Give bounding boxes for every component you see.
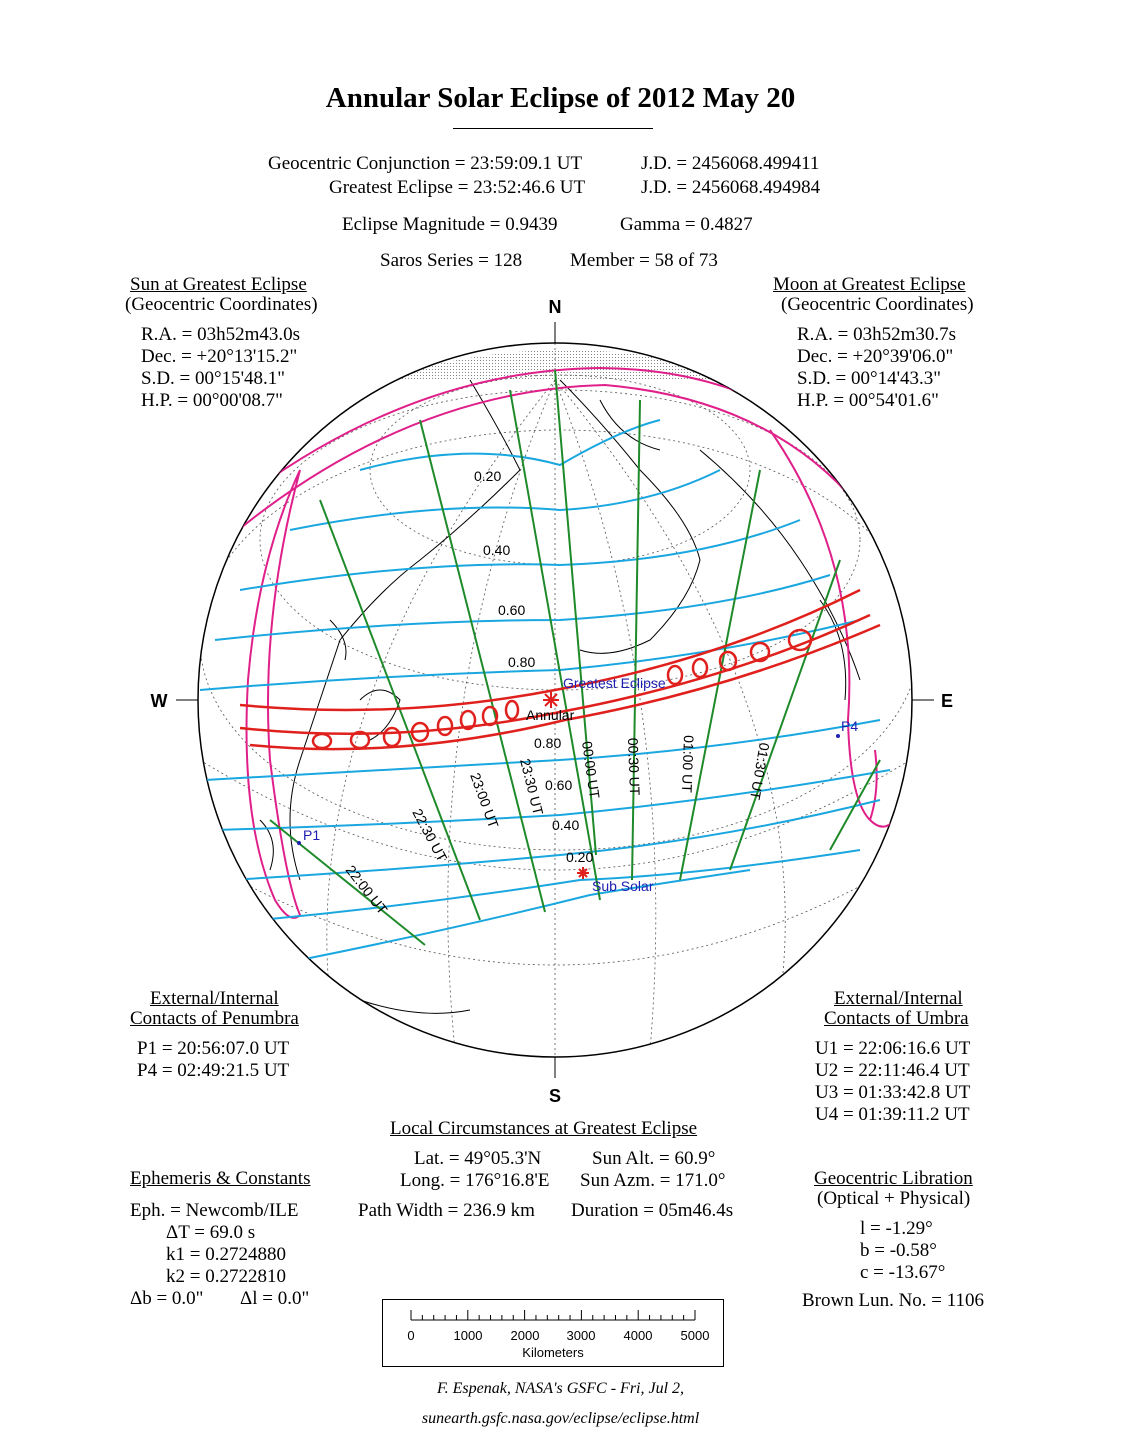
magnitude-curves: [200, 420, 890, 960]
penumbra-title-2: Contacts of Penumbra: [130, 1008, 299, 1029]
moon-block-title: Moon at Greatest Eclipse: [773, 274, 966, 295]
sub-solar-marker: [577, 867, 589, 879]
north-magnitude-labels: [474, 468, 535, 670]
p1-point: [297, 841, 301, 845]
conjunction-label: Geocentric Conjunction = 23:59:09.1 UT: [268, 153, 583, 174]
scale-tick-3000: 3000: [566, 1328, 596, 1343]
compass-east: E: [940, 691, 954, 711]
page-title: Annular Solar Eclipse of 2012 May 20: [325, 82, 796, 114]
penumbra-contacts: [137, 1038, 289, 1082]
p4-point: [836, 734, 840, 738]
sun-block-title: Sun at Greatest Eclipse: [130, 274, 307, 295]
umbra-title-1: External/Internal: [834, 988, 963, 1009]
local-title: Local Circumstances at Greatest Eclipse: [390, 1118, 698, 1139]
moon-hp: H.P. = 00°54'01.6": [797, 390, 939, 411]
moon-dec: Dec. = +20°39'06.0": [797, 346, 954, 367]
ephemeris-title: Ephemeris & Constants: [130, 1168, 311, 1189]
ephemeris-k2: k2 = 0.2722810: [166, 1266, 286, 1287]
ephemeris-k1: k1 = 0.2724880: [166, 1244, 286, 1265]
gamma-value: Gamma = 0.4827: [620, 214, 753, 235]
local-long: Long. = 176°16.8'E: [400, 1170, 550, 1191]
credit-line-2: sunearth.gsfc.nasa.gov/eclipse/eclipse.html: [421, 1410, 700, 1427]
scale-tick-2000: 2000: [510, 1328, 540, 1343]
moon-sd: S.D. = 00°14'43.3": [797, 368, 942, 389]
sub-solar-label: Sub Solar: [592, 878, 654, 894]
umbra-u2: U2 = 22:11:46.4 UT: [815, 1060, 970, 1081]
scale-tick-5000: 5000: [680, 1328, 710, 1343]
moon-ra: R.A. = 03h52m30.7s: [797, 324, 957, 345]
ephemeris-eph: Eph. = Newcomb/ILE: [130, 1200, 299, 1221]
compass-west: W: [150, 691, 168, 711]
credit-line-1: F. Espenak, NASA's GSFC - Fri, Jul 2,: [436, 1380, 685, 1397]
local-path-width: Path Width = 236.9 km: [358, 1200, 535, 1221]
mag-label-north-080: 0.80: [508, 654, 536, 670]
distance-scale: [382, 1299, 724, 1367]
mag-label-south-020: 0.20: [566, 849, 594, 865]
umbra-u3: U3 = 01:33:42.8 UT: [815, 1082, 971, 1103]
sun-sd: S.D. = 00°15'48.1": [141, 368, 286, 389]
libration-subtitle: (Optical + Physical): [817, 1188, 971, 1209]
penumbra-p1: P1 = 20:56:07.0 UT: [137, 1038, 290, 1059]
scale-ruler: [383, 1300, 723, 1366]
p4-label: P4: [841, 718, 859, 734]
libration-b: b = -0.58°: [860, 1240, 937, 1261]
scale-tick-4000: 4000: [623, 1328, 653, 1343]
sun-ra: R.A. = 03h52m43.0s: [141, 324, 301, 345]
mag-label-north-040: 0.40: [483, 542, 511, 558]
local-lat: Lat. = 49°05.3'N: [414, 1148, 542, 1169]
scale-tick-1000: 1000: [453, 1328, 483, 1343]
graticule: [200, 343, 920, 1057]
ephemeris-delta-l: Δl = 0.0": [240, 1288, 310, 1309]
time-label-2230: 22:30 UT: [409, 805, 451, 865]
night-region: [380, 350, 940, 620]
time-label-2300: 23:00 UT: [467, 770, 502, 831]
moon-block-subtitle: (Geocentric Coordinates): [781, 294, 974, 315]
compass-north: N: [548, 297, 562, 317]
penumbra-p4: P4 = 02:49:21.5 UT: [137, 1060, 290, 1081]
local-duration: Duration = 05m46.4s: [571, 1200, 734, 1221]
penumbra-title-1: External/Internal: [150, 988, 279, 1009]
mag-label-south-080: 0.80: [534, 735, 562, 751]
libration-title: Geocentric Libration: [814, 1168, 973, 1189]
ephemeris-delta-b: Δb = 0.0": [130, 1288, 204, 1309]
sun-hp: H.P. = 00°00'08.7": [141, 390, 283, 411]
greatest-eclipse-label: Greatest Eclipse: [563, 675, 666, 691]
conjunction-jd: J.D. = 2456068.499411: [641, 153, 820, 174]
mag-label-south-040: 0.40: [552, 817, 580, 833]
time-label-0100: 01:00 UT: [678, 734, 697, 794]
scale-unit-label: Kilometers: [522, 1345, 584, 1360]
umbra-contacts: [815, 1038, 970, 1126]
sun-block-subtitle: (Geocentric Coordinates): [125, 294, 318, 315]
mag-label-north-020: 0.20: [474, 468, 502, 484]
libration-l: l = -1.29°: [860, 1218, 933, 1239]
compass-south: S: [548, 1086, 562, 1106]
sun-dec: Dec. = +20°13'15.2": [141, 346, 298, 367]
greatest-eclipse-label: Greatest Eclipse = 23:52:46.6 UT: [329, 177, 586, 198]
ephemeris-delta-t: ΔT = 69.0 s: [166, 1222, 256, 1243]
saros-series: Saros Series = 128: [380, 250, 523, 271]
annular-label: Annular: [526, 707, 575, 723]
mag-label-north-060: 0.60: [498, 602, 526, 618]
time-label-0030: 00:30 UT: [625, 737, 644, 796]
time-label-0130: 01:30 UT: [747, 741, 773, 801]
libration-c: c = -13.67°: [860, 1262, 946, 1283]
scale-tick-0: 0: [407, 1328, 415, 1343]
local-sun-azm: Sun Azm. = 171.0°: [580, 1170, 726, 1191]
time-label-0000: 00:00 UT: [579, 740, 603, 800]
greatest-eclipse-jd: J.D. = 2456068.494984: [641, 177, 821, 198]
umbra-u1: U1 = 22:06:16.6 UT: [815, 1038, 971, 1059]
local-sun-alt: Sun Alt. = 60.9°: [592, 1148, 716, 1169]
eclipse-magnitude: Eclipse Magnitude = 0.9439: [342, 214, 558, 235]
umbra-title-2: Contacts of Umbra: [824, 1008, 969, 1029]
mag-label-south-060: 0.60: [545, 777, 573, 793]
saros-member: Member = 58 of 73: [570, 250, 718, 271]
time-label-2330: 23:30 UT: [517, 756, 547, 817]
umbra-u4: U4 = 01:39:11.2 UT: [815, 1104, 970, 1125]
greatest-eclipse-marker: [543, 692, 559, 708]
brown-lunation: Brown Lun. No. = 1106: [802, 1290, 985, 1311]
p1-label: P1: [303, 827, 321, 843]
time-label-2200: 22:00 UT: [342, 861, 391, 918]
